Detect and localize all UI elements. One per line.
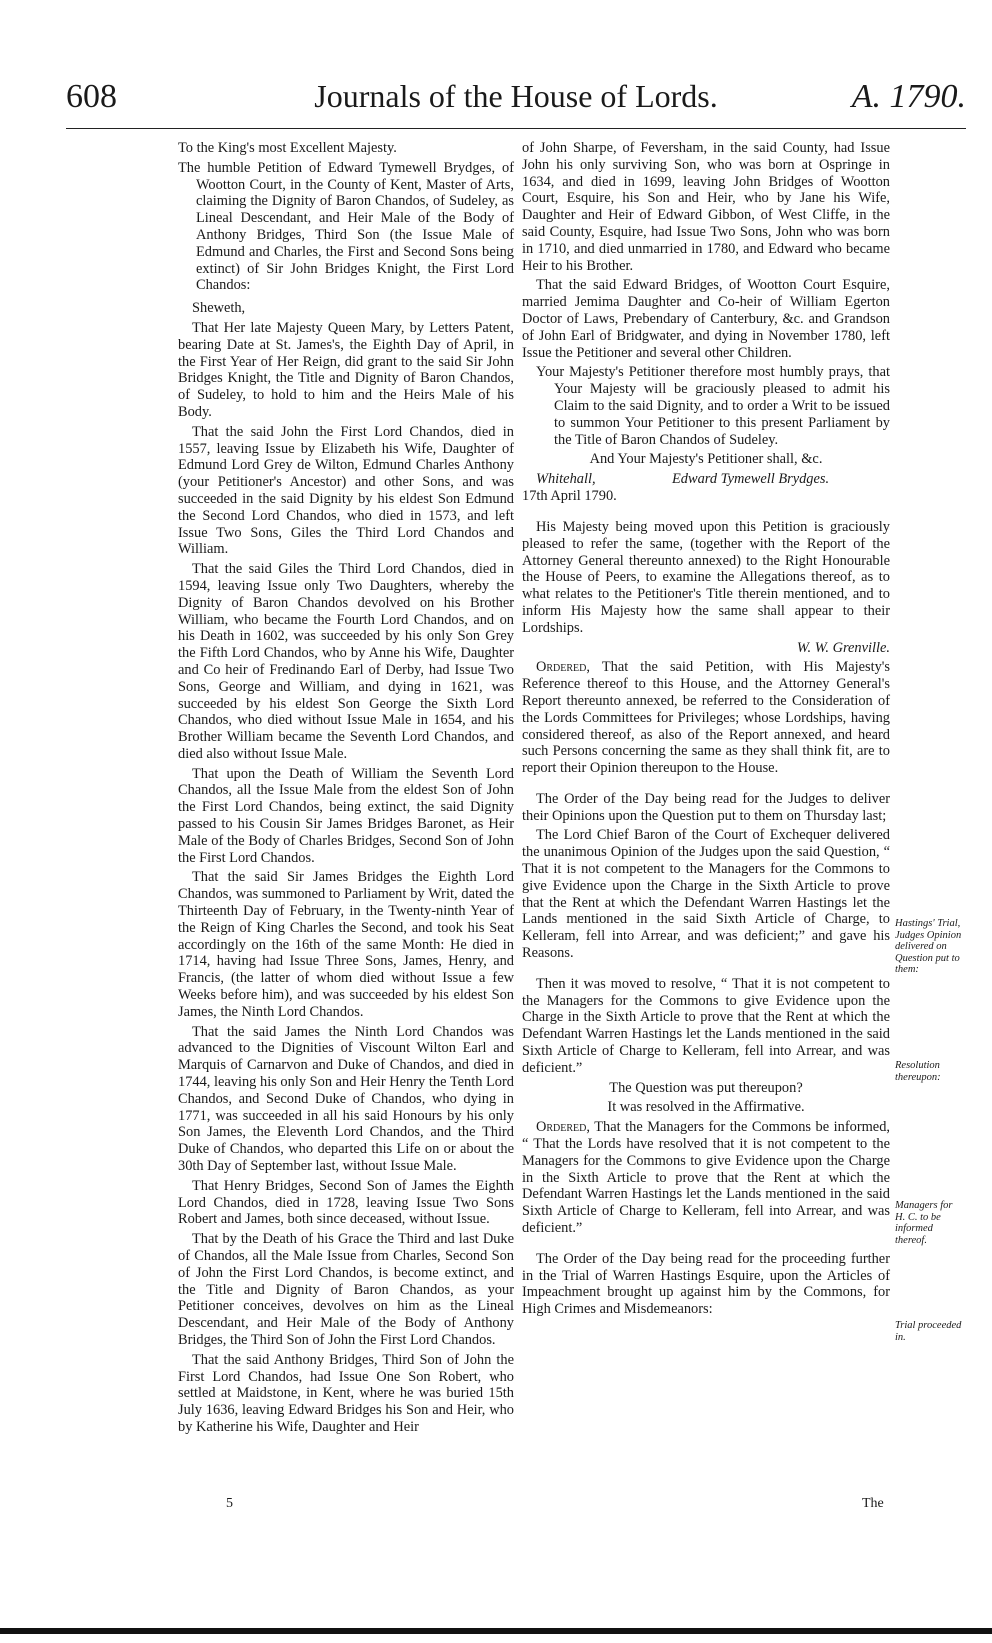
paragraph: That by the Death of his Grace the Third and last Duke of Chandos, all the Male Issue from Charles, Second Son of John the First Lord Chandos, is become extinct, and the Title and Dignity of Baron Chandos, as your Petitioner conceives, devolves on him as the Lineal Descendant, and Heir Male of the Body of Anthony Bridges, the Third Son of John the First Lord Chandos. [178,1231,514,1348]
paragraph: That the said Anthony Bridges, Third Son of John the First Lord Chandos, had Issue One Son Robert, who settled at Maidstone, in Kent, where he was buried 15th July 1636, leaving Edward Bridges his Son and Heir, who by Katherine his Wife, Daughter and Heir [178,1351,514,1435]
header-rule [66,128,966,129]
page-header [66,78,966,128]
margin-note: Resolution thereupon: [895,1060,941,1083]
paragraph: That Her late Majesty Queen Mary, by Letters Patent, bearing Date at St. James's, the Eighth Day of April, in the First Year of Her Reign, did grant to the said Sir John Bridges Knight, the Title and Dignity of Baron Chandos, of Sudeley, to hold to him and the Heirs Male of his Body. [178,319,514,420]
place: Whitehall, [536,471,596,488]
paragraph: That the said Sir James Bridges the Eighth Lord Chandos, was summoned to Parliament by Writ, dated the Thirteenth Day of February, in the Twenty-ninth Year of the Reign of King Charles the Second, and took his Seat accordingly on the 16th of the same Month: He died in 1714, having had Issue Three Sons, James, Henry, and Francis, (the latter of whom died without Issue a few Weeks before him), and was succeeded by his eldest Son James, the Ninth Lord Chandos. [178,869,514,1020]
closing: And Your Majesty's Petitioner shall, &c. [589,451,823,468]
right-column [522,140,890,1321]
margin-note: Hastings' Trial, Judges Opinion delivered on Question put to them: [895,918,962,975]
sheweth: Sheweth, [192,300,246,317]
paragraph: The Lord Chief Baron of the Court of Exchequer delivered the unanimous Opinion of the Judges upon the said Question, “ That it is not competent to the Managers for the Commons to give Evidence upon the Charge in the Sixth Article to prove that the Rent at which the Defendant Warren Hastings let the Lands mentioned in the said Sixth Article of Charge, to Kelleram, fell into Arrear, and was deficient;” and gave his Reasons. [522,827,890,962]
signature-mark: 5 [226,1496,233,1511]
petitioner-name: Edward Tymewell Brydges. [672,471,830,488]
signature-line [522,471,890,488]
ordered-word: Ordered, [536,659,590,676]
paragraph: That Henry Bridges, Second Son of James the Eighth Lord Chandos, died in 1728, leaving Issue Two Sons Robert and James, both since deceased, without Issue. [178,1177,514,1228]
journal-title: Journals of the House of Lords. [314,78,718,114]
catchword: The [862,1496,884,1511]
paragraph: That the said Giles the Third Lord Chandos, died in 1594, leaving Issue only Two Daughters, whereby the Dignity of Baron Chandos devolved on his Brother William, who became the Fourth Lord Chandos, and on his Death in 1602, was succeeded by his only Son Grey the Fifth Lord Chandos, who by Anne his Wife, Daughter and Co heir of Fredinando Earl of Derby, had Issue Two Sons, George and William, and dying in 1621, was succeeded by his eldest Son George the Sixth Lord Chandos, who died without Issue Male in 1654, and his Brother William became the Seventh Lord Chandos, and died also without Issue Male. [178,561,514,762]
paragraph: That upon the Death of William the Seventh Lord Chandos, all the Issue Male from the eldest Son of John the First Lord Chandos, being extinct, the said Dignity passed to his Cousin Sir James Bridges Baronet, as Heir Male of the Body of Charles Bridges, Second Son of John the First Lord Chandos. [178,765,514,866]
petition-title: The humble Petition of Edward Tymewell Brydges, of Wootton Court, in the County of Kent, Master of Arts, claiming the Dignity of Baron Chandos, of Sudeley, as Lineal Descendant, and Heir Male of the Body of Anthony Bridges, Third Son (the Issue Male of Edmund and Charles, the First and Second Sons being extinct) of Sir John Bridges Knight, the First Lord Chandos: [178,159,514,294]
margin-note: Managers for H. C. to be informed thereof. [895,1200,953,1246]
question: The Question was put thereupon? [609,1079,803,1096]
margin-note: Trial proceeded in. [895,1320,962,1343]
order-paragraph: Ordered, That the said Petition, with His Majesty's Reference thereof to this House, and the Attorney General's Report thereunto annexed, be referred to the Consideration of the Lords Committees for Privileges; whose Lordships, having considered thereof, as also of the Report annexed, and heard such Persons concerning the same as they shall think fit, are to report their Opinion thereupon to the House. [522,659,890,777]
petition-address: To the King's most Excellent Majesty. [178,140,397,156]
ordered-word: Ordered, [536,1119,590,1136]
year-label: A. 1790. [851,78,966,115]
left-column [178,140,514,1439]
reference: His Majesty being moved upon this Petition is graciously pleased to refer the same, (together with the Report of the Attorney General thereunto annexed) to the Right Honourable the House of Peers, to examine the Allegations thereof, as to what relates to the Petitioner's Title therein mentioned, and to inform His Majesty how the same shall appear to their Lordships. [522,518,890,636]
paragraph: That the said John the First Lord Chandos, died in 1557, leaving Issue by Elizabeth his Wife, Daughter of Edmund Lord Grey de Wilton, Edmund Charles Anthony (your Petitioner's Ancestor) and other Sons, and was succeeded in the said Dignity by his eldest Son Edmund the Second Lord Chandos, who died in 1573, and left Issue Two Sons, Giles the Third Lord Chandos and William. [178,423,514,558]
paragraph: The Order of the Day being read for the Judges to deliver their Opinions upon the Question put to them on Thursday last; [522,790,890,824]
order-paragraph: Ordered, That the Managers for the Commons be informed, “ That the Lords have resolved that it is not competent to the Managers for the Commons to give Evidence upon the Charge in the Sixth Article to prove that the Rent at which the Defendant Warren Hastings let the Lands mentioned in the said Sixth Article of Charge to Kelleram, fell into Arrear, and was deficient.” [522,1119,890,1237]
paragraph: The Order of the Day being read for the proceeding further in the Trial of Warren Hastings Esquire, upon the Articles of Impeachment brought up against him by the Commons, for High Crimes and Misdemeanors: [522,1250,890,1318]
prayer: Your Majesty's Petitioner therefore most humbly prays, that Your Majesty will be graciously pleased to admit his Claim to the said Dignity, and to order a Writ to be issued to summon Your Petitioner to this present Parliament by the Title of Baron Chandos of Sudeley. [536,364,890,448]
resolution: It was resolved in the Affirmative. [607,1099,805,1116]
paragraph: of John Sharpe, of Feversham, in the said County, had Issue John his only surviving Son, who was born at Ospringe in 1634, and died in 1699, leaving John Bridges of Wootton Court, Esquire, his Son and Heir, who by Jane his Wife, Daughter and Heir of Edward Gibbon, of West Cliffe, in the said County, Esquire, had Issue Two Sons, John who was born in 1710, and died unmarried in 1780, and Edward who became Heir to his Brother. [522,140,890,274]
date: 17th April 1790. [522,488,617,505]
paragraph: Then it was moved to resolve, “ That it is not competent to the Managers for the Commons to give Evidence upon the Charge in the Sixth Article to prove that the Rent at which the Defendant Warren Hastings let the Lands mentioned in the said Sixth Article of Charge to Kelleram, fell into Arrear, and was deficient.” [522,975,890,1076]
bottom-border [0,1628,992,1634]
paragraph: That the said Edward Bridges, of Wootton Court Esquire, married Jemima Daughter and Co-heir of William Egerton Doctor of Laws, Prebendary of Canterbury, &c. and Grandson of John Earl of Bridgwater, and dying in November 1780, left Issue the Petitioner and several other Children. [522,277,890,361]
page-number: 608 [66,78,117,115]
grenville-signature: W. W. Grenville. [796,639,890,656]
paragraph: That the said James the Ninth Lord Chandos was advanced to the Dignities of Viscount Wilton Earl and Marquis of Carnarvon and Duke of Chandos, and died in 1744, leaving his only Son and Heir Henry the Tenth Lord Chandos, and Second Duke of Chandos, who dying in 1771, was succeeded in all his said Honours by his only Son James, the Eleventh Lord Chandos, and the Third Duke of Chandos, who departed this Life on or about the 30th Day of September last, without Issue Male. [178,1023,514,1175]
